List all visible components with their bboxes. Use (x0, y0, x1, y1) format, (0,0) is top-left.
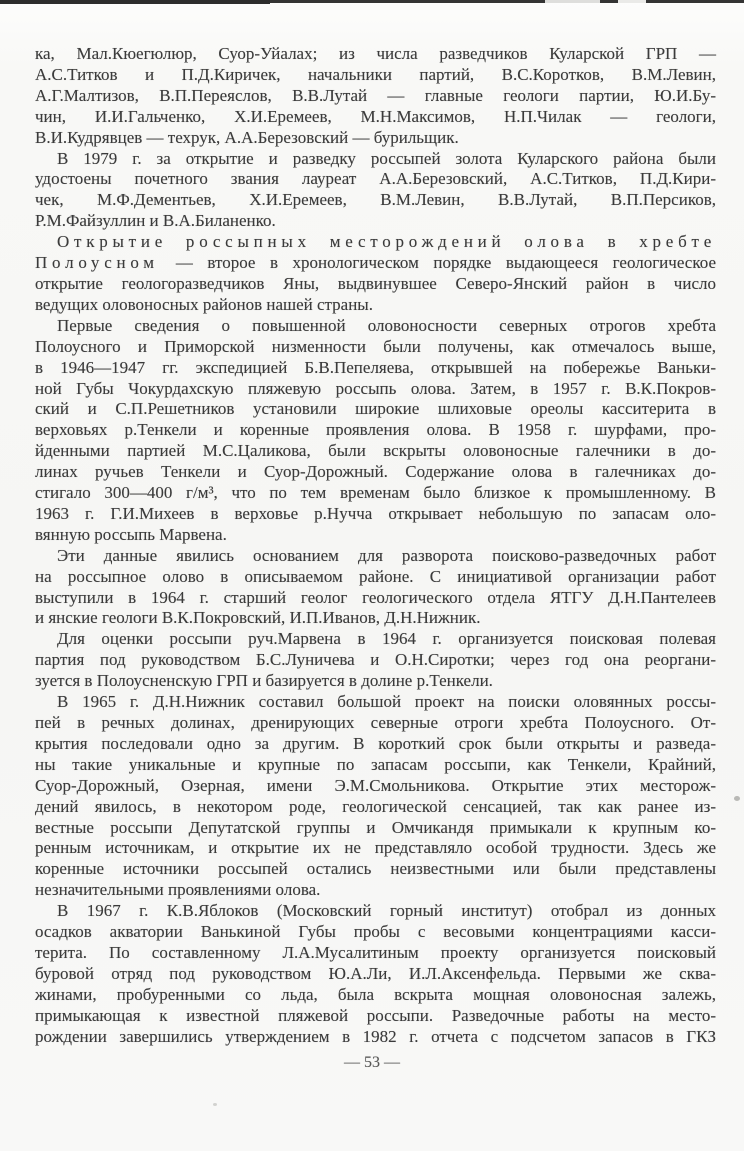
scan-edge-gap (545, 0, 600, 3)
paper-speck (734, 796, 740, 801)
text-line: вянную россыпь Марвена. (35, 524, 227, 544)
text-line: В 1967 г. К.В.Яблоков (Московский горный институт) отобрал из донных (57, 901, 716, 921)
text-line: партия под руководством Б.С.Луничева и О.Н.Сиротки; через год она реоргани- (35, 650, 716, 670)
text-line: вестные россыпи Депутатской группы и Омчикандя примыкали к крупным ко- (35, 817, 716, 837)
text-line: йденными партией М.С.Цаликова, были вскрыты оловоносные галечники в до- (35, 441, 716, 461)
text-line: В 1965 г. Д.Н.Нижник составил большой проект на поиски оловянных россы- (57, 692, 716, 712)
text-line: ведущих оловоносных районов нашей страны. (35, 294, 373, 314)
text-line: ка, Мал.Кюегюлюр, Суор-Уйалах; из числа разведчиков Куларской ГРП — (35, 44, 716, 63)
paper-speck (213, 1103, 217, 1106)
text-line: зуется в Полоусненскую ГРП и базируется в долине р.Тенкели. (35, 671, 493, 691)
text-line: осадков акватории Ванькиной Губы пробы с весовыми концентрациями касси- (35, 922, 716, 942)
page-number: — 53 — (344, 1054, 400, 1071)
text-line: ский и С.П.Решетников установили широкие шлиховые ореолы касситерита в (35, 399, 716, 419)
text-line: 1963 г. Г.И.Михеев в верховье р.Нучча открывает небольшую по запасам оло- (35, 503, 716, 523)
text-line: на россыпное олово в описываемом районе. С инициативой организации работ (35, 566, 716, 586)
text-line: и янские геологи В.К.Покровский, И.П.Иванов, Д.Н.Нижник. (35, 608, 481, 628)
text-line: Эти данные явились основанием для разворота поисково-разведочных работ (57, 545, 716, 565)
text-line: верховьях р.Тенкели и коренные проявления олова. В 1958 г. шурфами, про- (35, 420, 716, 440)
spaced-heading-word: Полоусном (35, 253, 159, 273)
text-line: Р.М.Файзуллин и В.А.Биланенко. (35, 211, 276, 231)
text-line: линах ручьев Тенкели и Суор-Дорожный. Содержание олова в галечниках до- (35, 462, 716, 482)
text-line: незначительными проявлениями олова. (35, 880, 321, 900)
text-line: удостоены почетного звания лауреат А.А.Березовский, А.С.Титков, П.Д.Кири- (35, 169, 716, 189)
text-line: жинами, пробуренными со льда, была вскрыта мощная оловоносная залежь, (35, 984, 716, 1004)
text-line: открытие геологоразведчиков Яны, выдвинувшее Северо-Янский район в число (35, 273, 716, 293)
text-line: А.Г.Малтизов, В.П.Переяслов, В.В.Лутай — главные геологи партии, Ю.И.Бу- (35, 85, 716, 105)
text-line: крытия последовали одно за другим. В короткий срок были открыты и разведа- (35, 733, 716, 753)
text-block (35, 44, 716, 1048)
text-line: ны такие уникальные и крупные по запасам россыпи, как Тенкели, Крайний, (35, 754, 716, 774)
scan-edge-artifact-thick (0, 0, 270, 4)
text-line: Полоусном — второе в хронологическом порядке выдающееся геологическое (35, 253, 716, 273)
text-line: примыкающая к известной пляжевой россыпи. Разведочные работы на место- (35, 1005, 716, 1025)
text-line: Для оценки россыпи руч.Марвена в 1964 г. организуется поисковая полевая (57, 629, 716, 649)
text-line: терита. По составленному Л.А.Мусалитиным проекту организуется поисковый (35, 942, 716, 962)
text-line: чек, М.Ф.Дементьев, Х.И.Еремеев, В.М.Левин, В.В.Лутай, В.П.Персиков, (35, 190, 716, 210)
text-line: чин, И.И.Гальченко, Х.И.Еремеев, М.Н.Максимов, Н.П.Чилак — геологи, (35, 106, 716, 126)
text-line: Первые сведения о повышенной оловоносности северных отрогов хребта (57, 315, 716, 335)
text-line: стигало 300—400 г/м³, что по тем временам было близкое к промышленному. В (35, 483, 716, 503)
scan-edge-gap (618, 0, 646, 3)
text-line: А.С.Титков и П.Д.Киричек, начальники партий, В.С.Коротков, В.М.Левин, (35, 64, 716, 84)
text-line: Полоусного и Приморской низменности были получены, как отмечалось выше, (35, 336, 716, 356)
text-line: Открытие россыпных месторождений олова в хребте (57, 232, 716, 252)
text-line: Суор-Дорожный, Озерная, имени Э.М.Смольникова. Открытие этих месторож- (35, 775, 716, 795)
text-line: дений явилось, в некотором роде, геологической сенсацией, так как ранее из- (35, 796, 716, 816)
text-line: буровой отряд под руководством Ю.А.Ли, И.Л.Аксенфельда. Первыми же сква- (35, 963, 716, 983)
text-line: ренным источникам, и открытие их не представляло особой трудности. Здесь же (35, 838, 716, 858)
text-line: пей в речных долинах, дренирующих северные отроги хребта Полоусного. От- (35, 713, 716, 732)
text-line: выступили в 1964 г. старший геолог геологического отдела ЯТГУ Д.Н.Пантелеев (35, 587, 716, 607)
text-line: В.И.Кудрявцев — техрук, А.А.Березовский — бурильщик. (35, 127, 459, 147)
text-line: коренные источники россыпей остались неизвестными или были представлены (35, 859, 716, 879)
text-line: рождении завершились утверждением в 1982 г. отчета с подсчетом запасов в ГКЗ (35, 1026, 716, 1046)
text-line: ной Губы Чокурдахскую пляжевую россыпь олова. Затем, в 1957 г. В.К.Покров- (35, 378, 716, 398)
text-line: в 1946—1947 гг. экспедицией Б.В.Пепеляева, открывшей на побережье Ваньки- (35, 357, 716, 377)
text-line: В 1979 г. за открытие и разведку россыпей золота Куларского района были (57, 148, 716, 168)
